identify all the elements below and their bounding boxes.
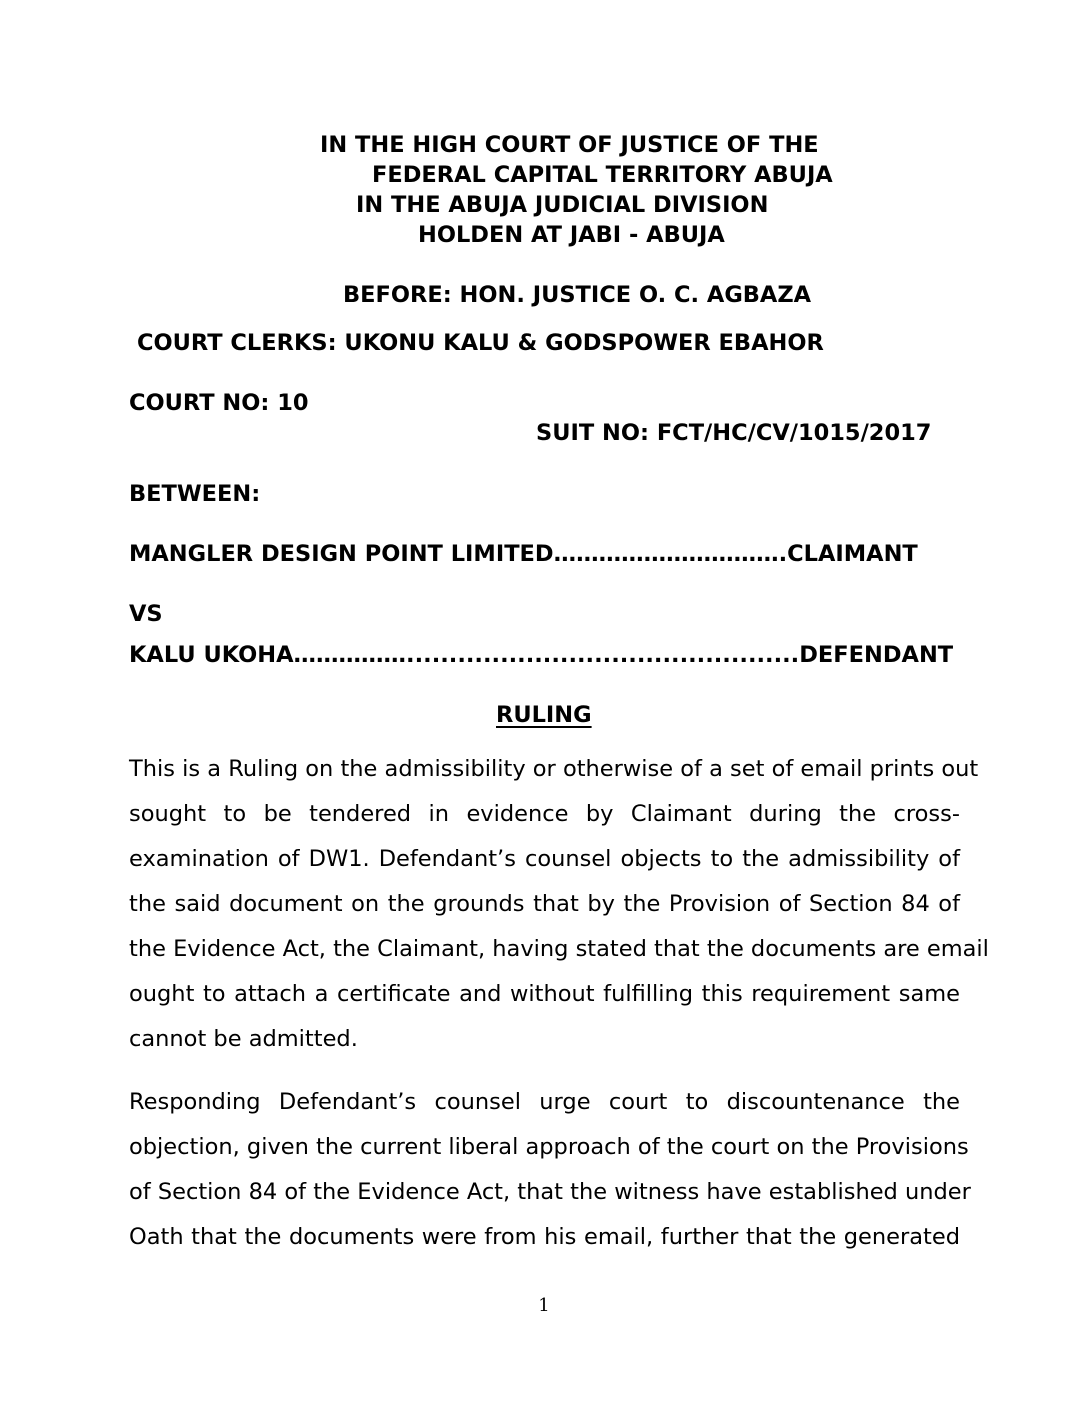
claimant-line: MANGLER DESIGN POINT LIMITED………………………….CLAIMANT xyxy=(129,541,918,567)
versus-label: VS xyxy=(129,601,163,627)
court-header-line-2: FEDERAL CAPITAL TERRITORY ABUJA xyxy=(372,162,833,188)
court-header-line-1: IN THE HIGH COURT OF JUSTICE OF THE xyxy=(320,132,819,158)
paragraph-1-line: cannot be admitted. xyxy=(129,1026,358,1052)
paragraph-1-line: the Evidence Act, the Claimant, having stated that the documents are email xyxy=(129,936,989,962)
paragraph-1-line: the said document on the grounds that by the Provision of Section 84 of xyxy=(129,891,960,917)
between-label: BETWEEN: xyxy=(129,481,261,507)
paragraph-2-line: Responding Defendant’s counsel urge court to discountenance the xyxy=(129,1089,960,1115)
paragraph-2-line: of Section 84 of the Evidence Act, that the witness have established under xyxy=(129,1179,971,1205)
paragraph-1-line: This is a Ruling on the admissibility or otherwise of a set of email prints out xyxy=(129,756,979,782)
paragraph-1-line: ought to attach a certificate and without fulfilling this requirement same xyxy=(129,981,960,1007)
ruling-title: RULING xyxy=(496,702,592,728)
court-clerks: COURT CLERKS: UKONU KALU & GODSPOWER EBAHOR xyxy=(137,330,824,356)
paragraph-1-line: examination of DW1. Defendant’s counsel objects to the admissibility of xyxy=(129,846,960,872)
paragraph-2-line: Oath that the documents were from his email, further that the generated xyxy=(129,1224,960,1250)
defendant-line: KALU UKOHA……………..............................................DEFENDANT xyxy=(129,642,954,668)
court-header-line-4: HOLDEN AT JABI - ABUJA xyxy=(418,222,725,248)
court-number: COURT NO: 10 xyxy=(129,390,309,416)
page-number: 1 xyxy=(538,1295,550,1316)
court-header-line-3: IN THE ABUJA JUDICIAL DIVISION xyxy=(356,192,769,218)
before-judge: BEFORE: HON. JUSTICE O. C. AGBAZA xyxy=(343,282,812,308)
paragraph-1-line: sought to be tendered in evidence by Claimant during the cross- xyxy=(129,801,960,827)
paragraph-2-line: objection, given the current liberal approach of the court on the Provisions xyxy=(129,1134,969,1160)
suit-number: SUIT NO: FCT/HC/CV/1015/2017 xyxy=(536,420,932,446)
